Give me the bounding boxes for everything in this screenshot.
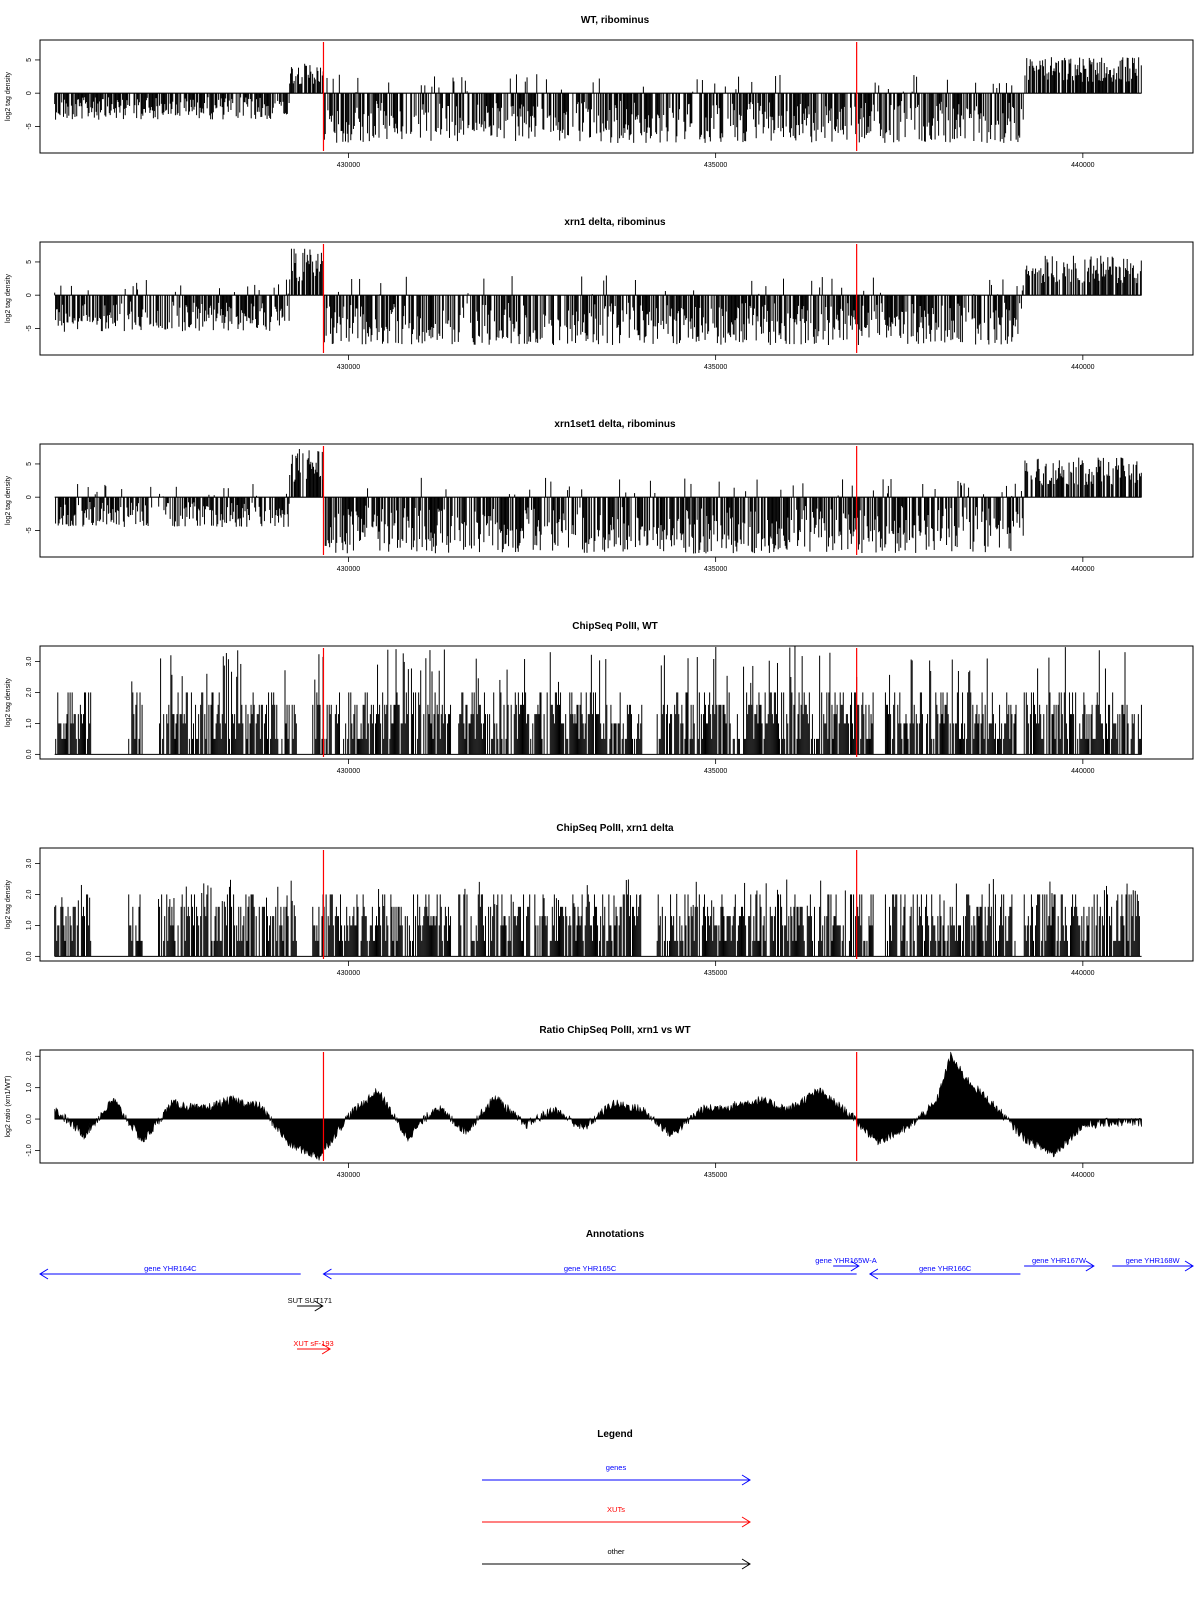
x-tick-label: 430000 xyxy=(336,970,361,977)
track-panel xyxy=(5,1025,1193,1179)
x-tick-label: 430000 xyxy=(336,364,361,371)
annotation-track xyxy=(40,1229,1193,1354)
track-panel xyxy=(5,823,1193,977)
feature-label: XUT sF-193 xyxy=(293,1339,334,1348)
ratio-area xyxy=(55,1052,1142,1161)
x-tick-label: 440000 xyxy=(1071,768,1095,775)
x-tick-label: 435000 xyxy=(703,162,728,169)
y-axis-label: log2 tag density xyxy=(5,879,12,930)
y-tick-label: 3.0 xyxy=(26,858,33,869)
panel-title: xrn1 delta, ribominus xyxy=(564,217,666,228)
y-tick-label: 5 xyxy=(26,259,33,264)
y-tick-label: 0.0 xyxy=(26,749,33,760)
panel-title: WT, ribominus xyxy=(580,15,650,26)
x-tick-label: 430000 xyxy=(336,162,361,169)
y-tick-label: 0.0 xyxy=(26,1114,33,1124)
legend-label: genes xyxy=(605,1463,627,1472)
series-bars xyxy=(55,249,1142,345)
x-tick-label: 430000 xyxy=(336,768,361,775)
legend-item xyxy=(482,1463,750,1485)
track-panel xyxy=(5,419,1193,573)
annotation-feature xyxy=(815,1256,876,1271)
series-bars xyxy=(55,879,1140,956)
y-tick-label: 0.0 xyxy=(26,951,33,962)
x-tick-label: 435000 xyxy=(703,970,728,977)
y-tick-label: 0 xyxy=(26,91,33,96)
x-tick-label: 440000 xyxy=(1071,1172,1095,1179)
x-tick-label: 440000 xyxy=(1071,970,1095,977)
y-tick-label: 2.0 xyxy=(26,1051,33,1062)
panel-title: ChipSeq PolII, WT xyxy=(572,621,658,632)
x-tick-label: 440000 xyxy=(1071,364,1095,371)
panel-title: ChipSeq PolII, xrn1 delta xyxy=(556,823,674,834)
y-tick-label: 1.0 xyxy=(26,920,33,931)
track-panels xyxy=(5,15,1193,1179)
x-tick-label: 435000 xyxy=(703,768,728,775)
y-axis-label: log2 tag density xyxy=(5,677,12,728)
y-tick-label: -1.0 xyxy=(26,1144,33,1157)
y-tick-label: -5 xyxy=(26,527,33,534)
feature-label: gene YHR165W-A xyxy=(815,1256,877,1265)
x-tick-label: 440000 xyxy=(1071,162,1095,169)
y-tick-label: -5 xyxy=(26,123,33,130)
annotation-feature xyxy=(870,1264,1021,1279)
feature-label: gene YHR168W xyxy=(1125,1256,1180,1265)
legend-title: Legend xyxy=(597,1429,633,1440)
x-tick-label: 430000 xyxy=(336,566,361,573)
y-tick-label: 0 xyxy=(26,293,33,298)
legend-item xyxy=(482,1505,750,1527)
annotation-feature xyxy=(1112,1256,1193,1271)
annotations-title: Annotations xyxy=(585,1229,645,1240)
y-tick-label: 5 xyxy=(26,461,33,466)
annotation-feature xyxy=(40,1264,301,1279)
feature-label: SUT SUT171 xyxy=(287,1296,333,1305)
y-axis-label: log2 ratio (xrn1/WT) xyxy=(5,1075,12,1138)
x-tick-label: 435000 xyxy=(703,1172,728,1179)
feature-label: gene YHR167W xyxy=(1031,1256,1087,1265)
legend-label: other xyxy=(607,1547,625,1556)
legend-label: XUTs xyxy=(607,1505,625,1514)
y-tick-label: 1.0 xyxy=(26,1082,33,1093)
annotation-feature xyxy=(1024,1256,1094,1271)
y-axis-label: log2 tag density xyxy=(5,475,12,526)
legend-item xyxy=(482,1547,750,1569)
y-tick-label: 2.0 xyxy=(26,889,33,900)
annotation-feature xyxy=(288,1296,332,1311)
x-tick-label: 430000 xyxy=(336,1172,361,1179)
series-bars xyxy=(56,646,1142,754)
x-tick-label: 435000 xyxy=(703,364,728,371)
feature-label: gene YHR164C xyxy=(144,1264,197,1273)
y-axis-label: log2 tag density xyxy=(5,71,12,122)
annotation-feature xyxy=(293,1339,333,1354)
y-tick-label: 3.0 xyxy=(26,656,33,667)
track-panel xyxy=(5,217,1193,371)
x-tick-label: 440000 xyxy=(1071,566,1095,573)
track-panel xyxy=(5,15,1193,169)
series-bars xyxy=(55,57,1142,143)
y-tick-label: 1.0 xyxy=(26,718,33,729)
panel-title: xrn1set1 delta, ribominus xyxy=(554,419,676,430)
series-bars xyxy=(56,449,1142,553)
y-tick-label: 5 xyxy=(26,57,33,62)
y-tick-label: -5 xyxy=(26,325,33,332)
panel-title: Ratio ChipSeq PolII, xrn1 vs WT xyxy=(539,1025,691,1036)
y-tick-label: 0 xyxy=(26,495,33,500)
y-axis-label: log2 tag density xyxy=(5,273,12,324)
feature-label: gene YHR166C xyxy=(918,1264,972,1273)
y-tick-label: 2.0 xyxy=(26,687,33,698)
legend xyxy=(482,1429,750,1569)
track-panel xyxy=(5,621,1193,775)
series-bars xyxy=(55,1052,1142,1161)
feature-label: gene YHR165C xyxy=(563,1264,617,1273)
annotation-feature xyxy=(323,1264,856,1279)
x-tick-label: 435000 xyxy=(703,566,728,573)
